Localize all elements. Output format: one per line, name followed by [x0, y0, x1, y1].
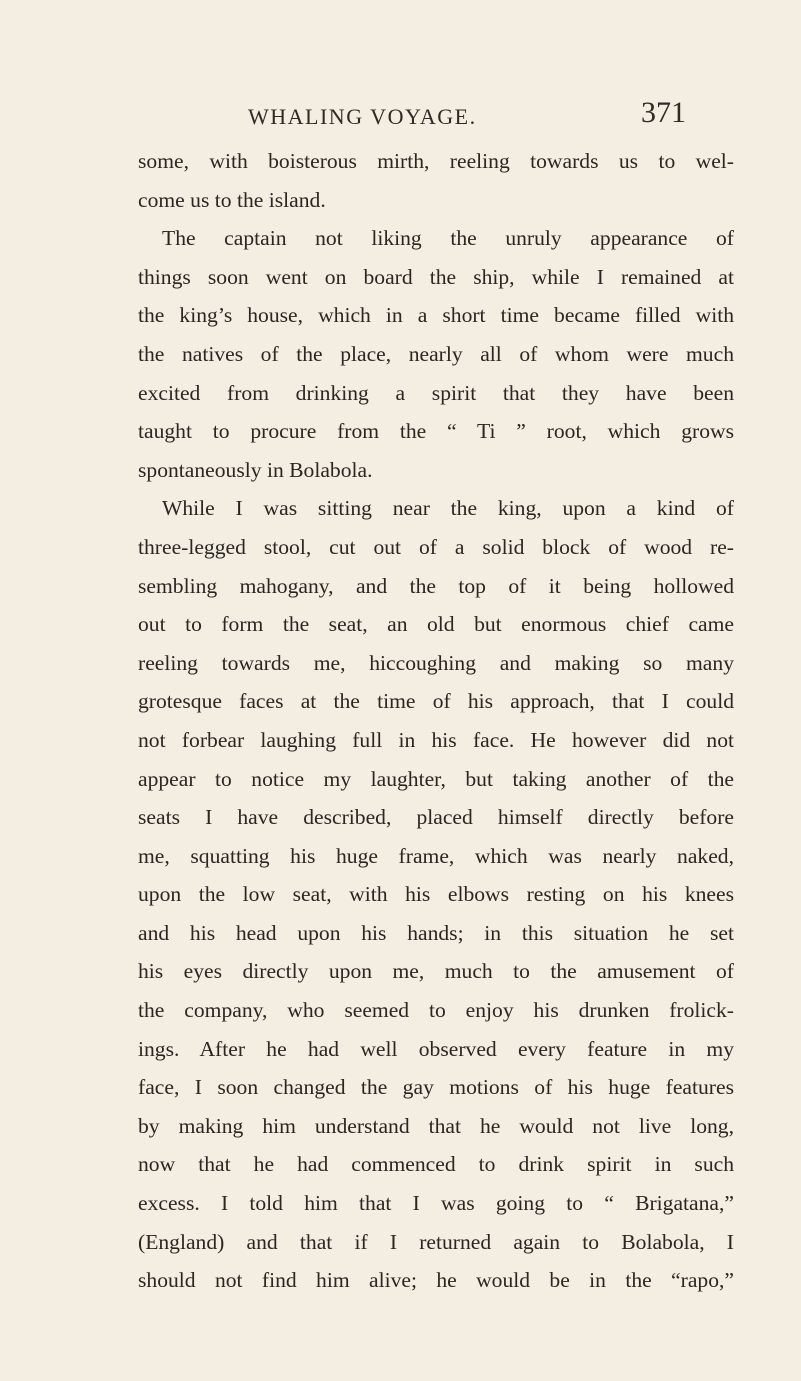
text-line: seats I have described, placed himself directly before: [138, 805, 734, 830]
text-line: spontaneously in Bolabola.: [138, 457, 373, 482]
text-line: grotesque faces at the time of his approach, that I could: [138, 689, 734, 714]
text-line: and his head upon his hands; in this situation he set: [138, 920, 734, 945]
text-line: While I was sitting near the king, upon a kind of: [162, 496, 734, 521]
text-line: sembling mahogany, and the top of it being hollowed: [138, 573, 734, 598]
text-line: things soon went on board the ship, while I remained at: [138, 264, 734, 289]
text-line: upon the low seat, with his elbows resting on his knees: [138, 882, 734, 907]
text-line: excess. I told him that I was going to “ Brigatana,”: [138, 1191, 734, 1216]
text-line: the company, who seemed to enjoy his drunken frolick-: [138, 998, 734, 1023]
text-line: by making him understand that he would not live long,: [138, 1113, 734, 1138]
text-line: some, with boisterous mirth, reeling towards us to wel-: [138, 149, 734, 173]
text-line: come us to the island.: [138, 187, 326, 212]
text-line: The captain not liking the unruly appearance of: [162, 226, 734, 251]
text-line: should not find him alive; he would be in the “rapo,”: [138, 1268, 734, 1293]
text-line: the natives of the place, nearly all of whom were much: [138, 341, 734, 366]
body-text: [138, 142, 734, 1300]
running-title: WHALING VOYAGE.: [248, 104, 477, 129]
text-line: the king’s house, which in a short time became filled with: [138, 303, 734, 328]
text-line: me, squatting his huge frame, which was nearly naked,: [138, 843, 734, 868]
text-line: out to form the seat, an old but enormous chief came: [138, 612, 734, 637]
text-line: (England) and that if I returned again to Bolabola, I: [138, 1229, 734, 1254]
text-line: face, I soon changed the gay motions of his huge features: [138, 1075, 734, 1100]
text-line: reeling towards me, hiccoughing and making so many: [138, 650, 734, 675]
page-number: 371: [641, 96, 686, 129]
text-line: ings. After he had well observed every feature in my: [138, 1036, 734, 1061]
text-line: now that he had commenced to drink spirit in such: [138, 1152, 734, 1177]
text-line: taught to procure from the “ Ti ” root, which grows: [138, 419, 734, 444]
text-line: excited from drinking a spirit that they have been: [138, 380, 734, 405]
text-line: his eyes directly upon me, much to the amusement of: [138, 959, 734, 984]
text-line: appear to notice my laughter, but taking another of the: [138, 766, 734, 791]
text-line: three-legged stool, cut out of a solid block of wood re-: [138, 534, 734, 559]
text-line: not forbear laughing full in his face. He however did not: [138, 727, 734, 752]
